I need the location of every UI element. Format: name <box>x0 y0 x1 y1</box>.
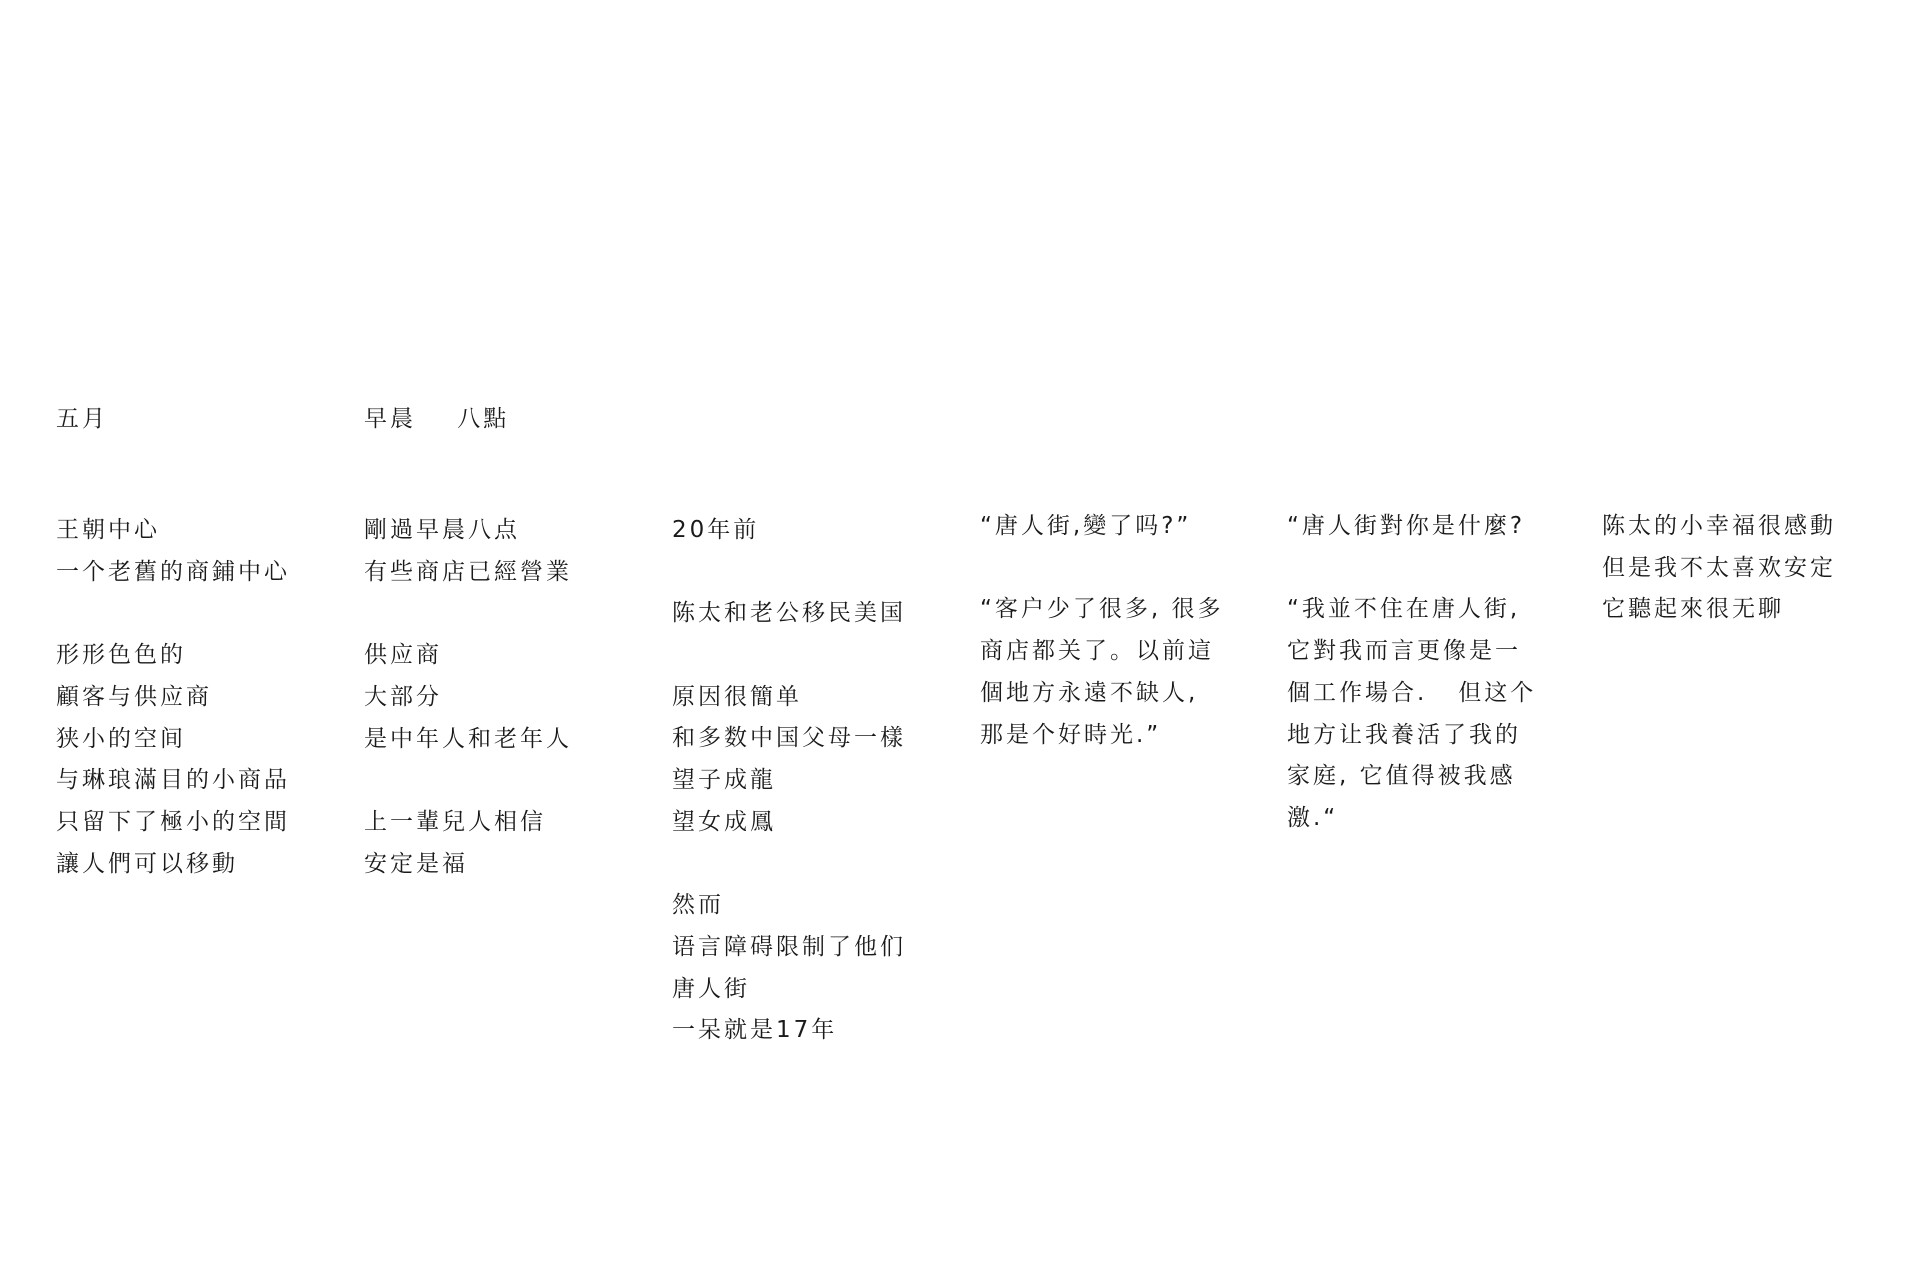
text-line: 家庭, 它值得被我感 <box>1287 763 1516 790</box>
column-5 <box>1287 506 1536 840</box>
text-line: 它對我而言更像是一 <box>1287 638 1521 665</box>
header-month: 五月 <box>56 406 108 432</box>
text-line: 形形色色的 <box>56 642 186 669</box>
text-line: 然而 <box>672 892 724 919</box>
text-line: 剛過早晨八点 <box>364 517 520 543</box>
text-line: 原因很簡单 <box>672 683 802 710</box>
text-line: 王朝中心 <box>56 517 160 543</box>
text-line <box>1287 548 1536 590</box>
text-line: “我並不住在唐人街, <box>1287 596 1521 623</box>
text-line <box>364 593 572 635</box>
text-line: 唐人街 <box>672 975 750 1002</box>
text-line: 有些商店已經營業 <box>364 558 572 585</box>
text-line: 陈太的小幸福很感動 <box>1602 513 1836 539</box>
text-line: 20年前 <box>672 517 760 543</box>
text-line: 讓人們可以移動 <box>56 850 238 877</box>
text-line: 语言障碍限制了他们 <box>672 933 906 960</box>
text-line: 是中年人和老年人 <box>364 725 572 752</box>
text-line <box>56 593 290 635</box>
text-line: 只留下了極小的空間 <box>56 808 290 835</box>
text-line: 陈太和老公移民美国 <box>672 600 906 627</box>
column-4 <box>980 506 1224 756</box>
text-line: 個地方永遠不缺人, <box>980 679 1199 706</box>
text-line: 安定是福 <box>364 850 468 877</box>
text-line <box>672 635 906 677</box>
text-line: 大部分 <box>364 683 442 710</box>
text-line: 它聽起來很无聊 <box>1602 596 1784 623</box>
column-3 <box>672 510 906 1052</box>
header-time: 早晨 八點 <box>364 406 510 432</box>
column-6 <box>1602 506 1836 631</box>
text-line <box>364 760 572 802</box>
text-line: 望子成龍 <box>672 767 776 794</box>
text-line: 那是个好時光.” <box>980 721 1162 748</box>
text-line: 商店都关了。以前這 <box>980 638 1214 665</box>
text-line: 和多数中国父母一樣 <box>672 725 906 752</box>
text-line <box>980 548 1224 590</box>
text-line: “客户少了很多, 很多 <box>980 596 1224 623</box>
text-line: “唐人街對你是什麼? <box>1287 513 1526 539</box>
text-line <box>672 552 906 594</box>
column-2 <box>364 510 572 885</box>
text-line: 上一輩兒人相信 <box>364 808 546 835</box>
text-line: “唐人街,變了吗?” <box>980 513 1192 539</box>
text-line: 顧客与供应商 <box>56 683 212 710</box>
text-line: 与琳琅滿目的小商品 <box>56 767 290 794</box>
column-1 <box>56 510 290 885</box>
text-line: 一呆就是17年 <box>672 1017 838 1044</box>
text-line: 一个老舊的商鋪中心 <box>56 558 290 585</box>
text-line: 望女成鳳 <box>672 808 776 835</box>
text-line <box>672 844 906 886</box>
text-line: 激.“ <box>1287 804 1339 831</box>
text-line: 供应商 <box>364 642 442 669</box>
text-line: 地方让我養活了我的 <box>1287 721 1521 748</box>
text-line: 個工作場合. 但这个 <box>1287 679 1537 706</box>
text-line: 但是我不太喜欢安定 <box>1602 554 1836 581</box>
text-line: 狭小的空间 <box>56 725 186 752</box>
